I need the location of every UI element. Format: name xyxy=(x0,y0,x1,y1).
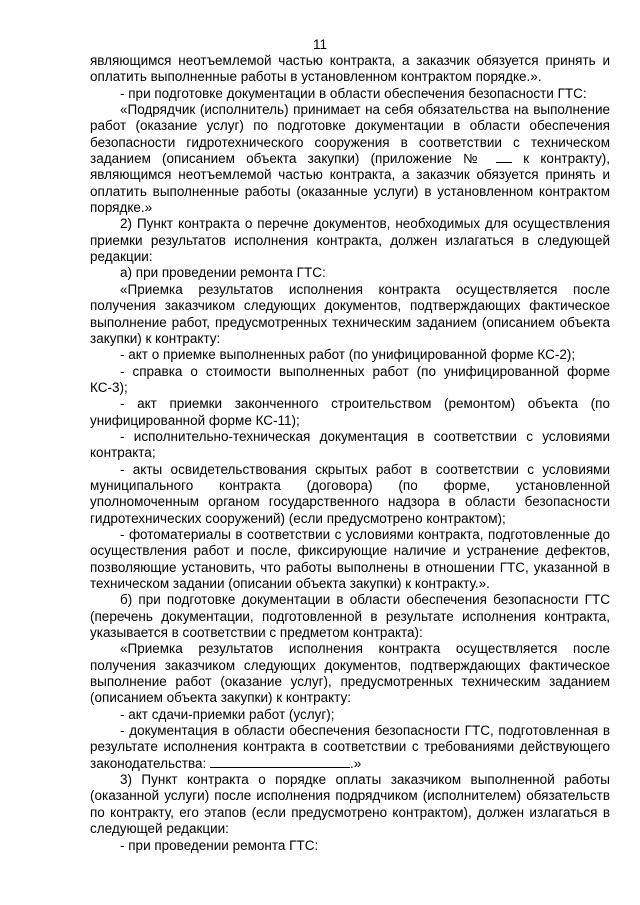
paragraph-point-2: 2) Пункт контракта о перечне документов, необходимых для осуществления приемки результатов исполнения контракта, должен излагаться в следующей редакции: xyxy=(90,216,610,265)
paragraph-acceptance-docs: «Приемка результатов исполнения контракта осуществляется после получения заказчиком следующих документов, подтверждающих фактическое выполнение работ (оказание услуг), предусмотренных техническим заданием (описанием объекта закупки) к контракту: xyxy=(90,641,610,706)
list-item-handover-act: - акт сдачи-приемки работ (услуг); xyxy=(120,706,335,722)
paragraph-acceptance-repair: «Приемка результатов исполнения контракта осуществляется после получения заказчиком следующих документов, подтверждающих фактическое выполнение работ, предусмотренных техническим заданием (описанием объекта закупки) к контракту: xyxy=(90,281,610,346)
paragraph-repair-payment: - при проведении ремонта ГТС: xyxy=(120,837,319,853)
list-item-hidden-works: - акты освидетельствования скрытых работ в соответствии с условиями муниципального контракта (договора) (по форме, установленной уполномоченным органом государственного надзора в области безопасности гидротехнических сооружений) (если предусмотрено контрактом); xyxy=(90,461,610,526)
list-item-photos: - фотоматериалы в соответствии с условиями контракта, подготовленные до осуществления работ и после, фиксирующие наличие и устранение дефектов, позволяющие установить, что работы выполнены в отношении ГТС, указанной в техническом задании (описании объекта закупки) к контракту.». xyxy=(90,526,610,591)
page-number: 11 xyxy=(312,37,327,52)
paragraph-contractor-obligation-part1: «Подрядчик (исполнитель) принимает на себя обязательства на выполнение работ (оказание услуг) по подготовке документации в области обеспечения безопасности гидротехнического сооружения в соответствии с техническом заданием (описанием объекта закупки) (приложение № xyxy=(90,102,610,167)
paragraph-gts-docs-heading: - при подготовке документации в области обеспечения безопасности ГТС: xyxy=(120,85,587,101)
document-text xyxy=(90,53,610,854)
appendix-number-blank xyxy=(496,151,512,163)
list-item-safety-docs xyxy=(90,723,610,772)
paragraph-contract-end: являющимся неотъемлемой частью контракта, а заказчик обязуется принять и оплатить выполненные работы в установленном контрактом порядке.». xyxy=(90,53,610,85)
paragraph-contractor-obligation xyxy=(90,102,610,216)
list-item-ks2: - акт о приемке выполненных работ (по унифицированной форме КС-2); xyxy=(120,347,576,363)
list-item-ks3: - справка о стоимости выполненных работ (по унифицированной форме КС-3); xyxy=(90,363,610,395)
paragraph-point-3: 3) Пункт контракта о порядке оплаты заказчиком выполненной работы (оказанной услуги) после исполнения подрядчиком (исполнителем) обязательств по контракту, его этапов (если предусмотрено контрактом), должен излагаться в следующей редакции: xyxy=(90,772,610,837)
paragraph-contractor-obligation-part2: к контракту), являющимся неотъемлемой частью контракта, а заказчик обязуется принять и оплатить выполненные работы (оказанные услуги) в установленном контрактом порядке.» xyxy=(90,151,610,216)
legislation-blank xyxy=(210,756,350,768)
list-item-ks11: - акт приемки законченного строительством (ремонтом) объекта (по унифицированной форме КС-11); xyxy=(90,396,610,428)
paragraph-2a: а) при проведении ремонта ГТС: xyxy=(120,265,326,281)
list-item-executive-docs: - исполнительно-техническая документация в соответствии с условиями контракта; xyxy=(90,428,610,461)
list-item-safety-docs-part1: - документация в области обеспечения безопасности ГТС, подготовленная в результате исполнения контракта в соответствии с требованиями действующего законодательства: xyxy=(90,723,610,771)
list-item-safety-docs-part2: .» xyxy=(350,755,362,771)
paragraph-2b: б) при подготовке документации в области обеспечения безопасности ГТС (перечень документации, подготовленной в результате исполнения контракта, указывается в соответствии с предметом контракта): xyxy=(90,592,610,641)
